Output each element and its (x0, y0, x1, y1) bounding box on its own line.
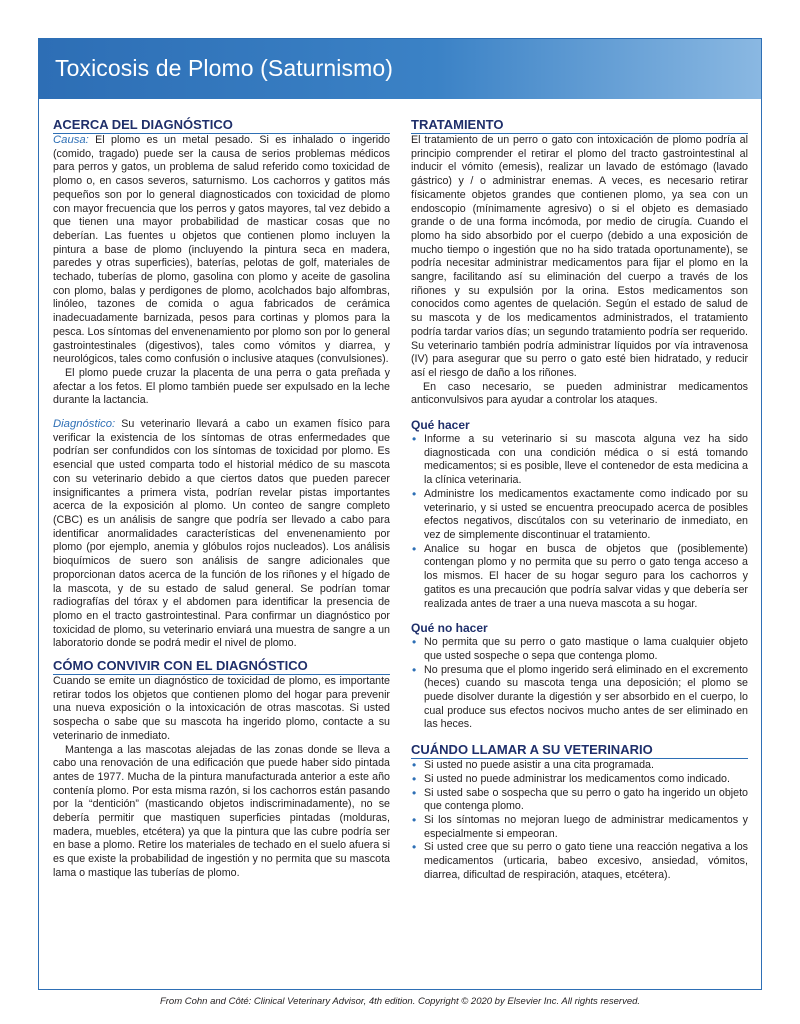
list-item: • Si usted no puede asistir a una cita programada. (424, 759, 748, 773)
about-diagnosis-heading: ACERCA DEL DIAGNÓSTICO (53, 117, 390, 134)
list-item: • No presuma que el plomo ingerido será eliminado en el excremento (heces) cuando su mascota tenga una deposición; el plomo se puede disolver durante la digestión y ser absorbido en el cuerpo, lo cual produce sus efectos nocivos mucho antes de ser eliminado en las heces. (424, 664, 748, 733)
todo-heading: Qué hacer (411, 418, 470, 433)
diagnosis-text: Su veterinario llevará a cabo un examen físico para verificar la existencia de los síntomas de otras enfermedades que podrían ser confundidos con los síntomas de toxicidad por plomo. Es esencial que usted comparta todo el historial médico de su mascota con su veterinario debido a que ciertos datos que pueden parecer insignificantes a primera vista, podrían revelar pistas importantes acerca de la exposición al plomo. Un conteo de sangre completo (CBC) es un análisis de sangre que podría ser llevado a cabo para identificar anormalidades características del envenenamiento por plomo (por ejemplo, anemia y glóbulos rojos nucleados). Los análisis bioquímicos de suero son análisis de sangre adicionales que proporcionan datos acerca de la función de los riñones y el hígado de la mascota, y de su estado de salud general. Se podrían tomar radiografías del tórax y el abdomen para identificar la presencia de plomo en el tracto gastrointestinal. Para confirmar un diagnóstico por toxicidad de plomo, su veterinario enviará una muestra de sangre a un laboratorio donde se podrá medir el nivel de plomo. (53, 418, 390, 650)
cause-term: Causa: (53, 134, 89, 146)
right-column (411, 117, 748, 882)
list-item: • No permita que su perro o gato mastique o lama cualquier objeto que usted sospeche o sepa que contenga plomo. (424, 636, 748, 663)
cause-text: El plomo es un metal pesado. Si es inhalado o ingerido (comido, tragado) puede ser la causa de serios problemas médicos para perros y gatos, un problema de salud referido como toxicidad de plomo o, en casos severos, saturnismo. Los cachorros y gatitos más pequeños son por lo general diagnosticados con toxicidad de plomo con mayor frecuencia que los perros y gatos mayores, tal vez debido a que tienen una mayor probabilidad de masticar cosas que no deberían. Las fuentes u objetos que contienen plomo incluyen la pintura a base de plomo (incluyendo la pintura seca en madera, paredes y otras superficies), baterías, pelotas de golf, materiales de techado, tuberías de plomo, gasolina con plomo y aceite de gasolina con plomo, balas y perdigones de plomo, acolchados bajo alfombras, linóleo, tazones de comida o agua fabricados de cerámica inadecuadamente barnizada, pesos para cortinas y plomos para la pesca. Los síntomas del envenenamiento por plomo son por lo general gastrointestinales (digestivos), tales como vómitos y diarrea, y neurológicos, tales como confusión o inclusive ataques (convulsiones). (53, 134, 390, 366)
treatment-paragraph-2: En caso necesario, se pueden administrar medicamentos anticonvulsivos para ayudar a controlar los ataques. (411, 380, 748, 407)
call-vet-list (411, 759, 748, 882)
title-banner (39, 39, 761, 99)
living-heading: CÓMO CONVIVIR CON EL DIAGNÓSTICO (53, 658, 390, 675)
copyright-footer: From Cohn and Côté: Clinical Veterinary Advisor, 4th edition. Copyright © 2020 by Elsevier Inc. All rights reserved. (159, 996, 641, 1007)
page-title: Toxicosis de Plomo (Saturnismo) (55, 55, 393, 81)
list-item: • Administre los medicamentos exactamente como indicado por su veterinario, y si usted se encuentra preocupado acerca de posibles efectos negativos, discútalos con su veterinario de inmediato, en vez de simplemente discontinuar el tratamiento. (424, 488, 748, 543)
todo-list (411, 433, 748, 611)
dont-list (411, 636, 748, 732)
call-vet-heading: CUÁNDO LLAMAR A SU VETERINARIO (411, 742, 748, 759)
list-item: • Si usted no puede administrar los medicamentos como indicado. (424, 773, 748, 787)
treatment-paragraph-1: El tratamiento de un perro o gato con intoxicación de plomo podría al principio comprender el retirar el plomo del tracto gastrointestinal al inducir el vómito (emesis), realizar un lavado de estómago (lavado gástrico) y / o administrar enemas. A veces, es necesario retirar físicamente objetos grandes que contienen plomo, ya sea con un endoscopio (mínimamente agresivo) o si el objeto es demasiado grande o de una forma incómoda, por medio de cirugía. Cuando el plomo ha sido absorbido por el cuerpo (debido a una exposición de mucho tiempo o ingestión que no ha sido tratada oportunamente), se podría necesitar administrar medicamentos para fijar el plomo en la sangre, facilitando así su eliminación del cuerpo a través de los riñones y su expulsión por la orina. Estos medicamentos son conocidos como agentes de quelación. Según el estado de salud de su mascota y de los medicamentos administrados, el tratamiento podría tardar varios días; un segundo tratamiento podría ser requerido. Su veterinario también podría administrar líquidos por vía intravenosa (IV) para asegurar que su perro o gato esté bien hidratado, y reducir así el riesgo de daño a los riñones. (411, 134, 748, 379)
list-item: • Si los síntomas no mejoran luego de administrar medicamentos y especialmente si empeoran. (424, 814, 748, 841)
handout-page (38, 38, 762, 990)
cause-paragraph (53, 134, 390, 367)
list-item: • Si usted cree que su perro o gato tiene una reacción negativa a los medicamentos (urticaria, babeo excesivo, ansiedad, vómitos, diarrea, dificultad de respiración, ataques, etcétera). (424, 841, 748, 882)
dont-heading: Qué no hacer (411, 621, 488, 636)
treatment-heading: TRATAMIENTO (411, 117, 748, 134)
list-item: • Informe a su veterinario si su mascota alguna vez ha sido diagnosticada con una condición médica o si está tomando medicamentos; si es posible, lleve el contenedor de esta medicina a la clínica veterinaria. (424, 433, 748, 488)
living-paragraph-1: Cuando se emite un diagnóstico de toxicidad de plomo, es importante retirar todos los objetos que contienen plomo del hogar para prevenir una nueva exposición o la intoxicación de otras mascotas. Si usted sospecha o sabe que su mascota ha ingerido plomo, contacte a su veterinario de inmediato. (53, 675, 390, 742)
left-column (53, 117, 390, 881)
list-item: • Analice su hogar en busca de objetos que (posiblemente) contengan plomo y no permita que su perro o gato tenga acceso a los mismos. El hacer de su hogar seguro para los cachorros y gatitos es una precaución que podría salvar vidas y que debería ser realizada antes de traer a una nueva mascota a su hogar. (424, 543, 748, 612)
diagnosis-term: Diagnóstico: (53, 418, 116, 431)
list-item: • Si usted sabe o sospecha que su perro o gato ha ingerido un objeto que contenga plomo. (424, 787, 748, 814)
diagnosis-paragraph (53, 418, 390, 651)
cause-paragraph-2: El plomo puede cruzar la placenta de una perra o gata preñada y afectar a los fetos. El plomo también puede ser expulsado en la leche durante la lactancia. (53, 366, 390, 407)
living-paragraph-2: Mantenga a las mascotas alejadas de las zonas donde se lleva a cabo una renovación de una edificación que puede haber sido pintada antes de 1977. Mucha de la pintura manufacturada anterior a este año contenía plomo. Por esta misma razón, si los cachorros están pasando por la “dentición” (masticando objetos indiscriminadamente), no se debería permitir que mastiquen superficies pintadas (molduras, madera, muebles, etcétera) ya que la pintura que las cubre podría ser en base a plomo. Retire los materiales de techado en el suelo afuera si es que existe la probabilidad de ingestión y no permita que su mascota lama o mastique las tuberías de plomo. (53, 743, 390, 879)
